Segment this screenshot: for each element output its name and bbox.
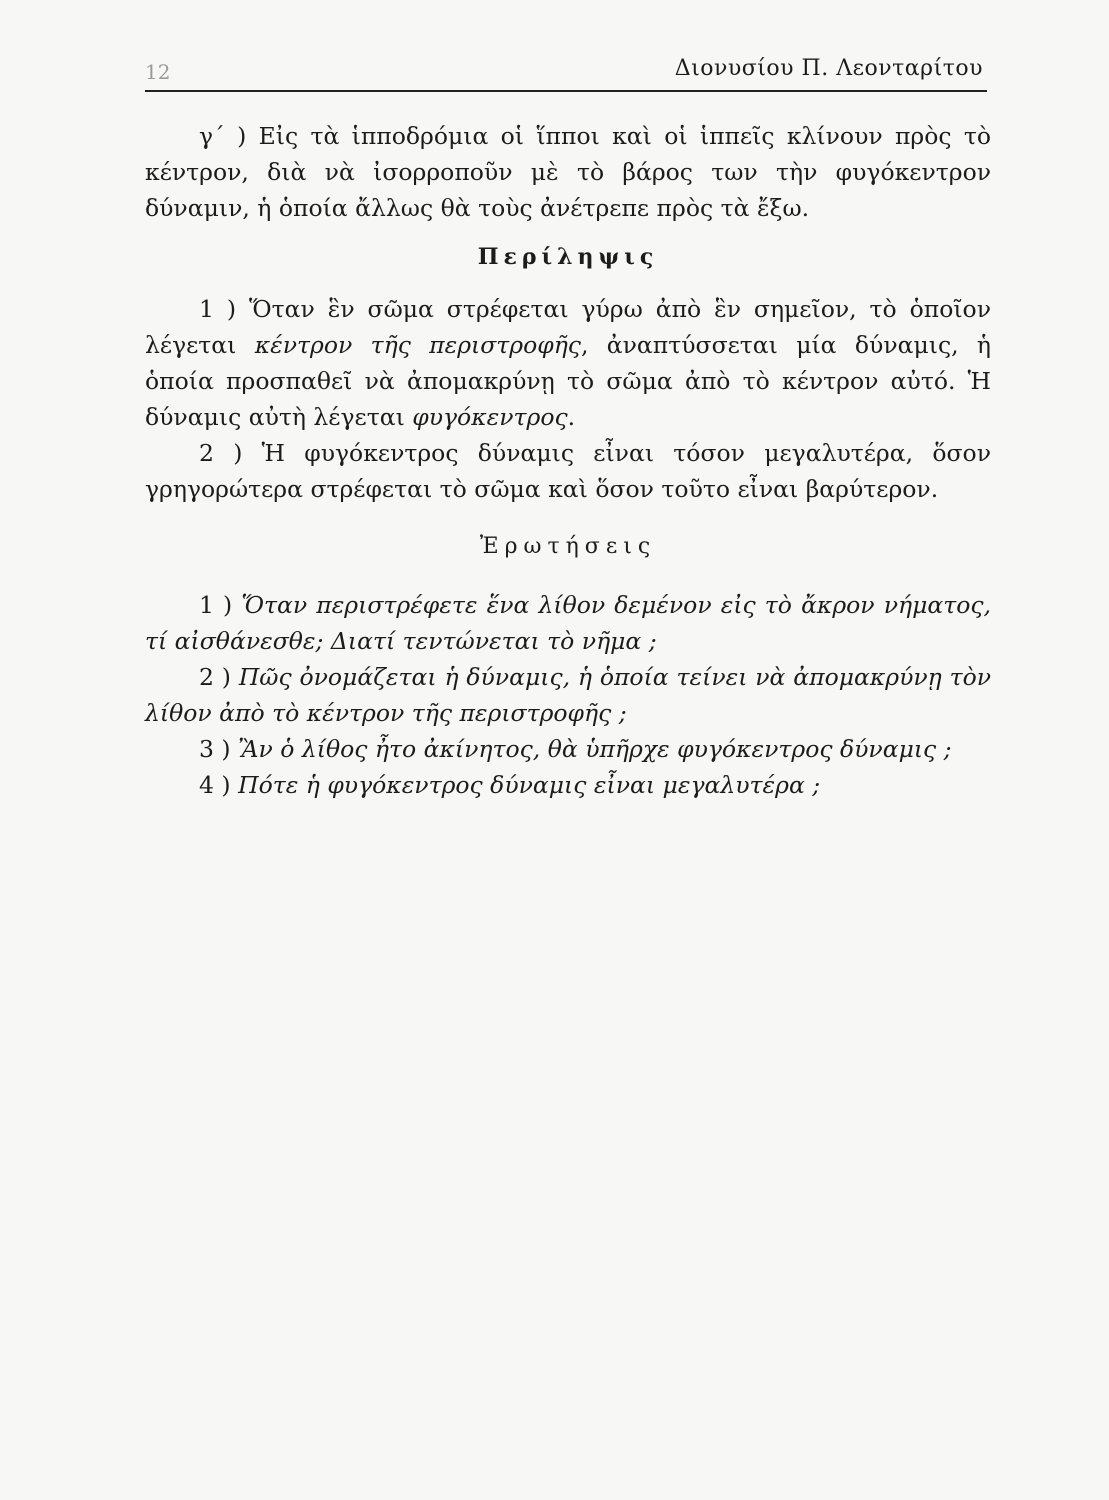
questions-heading: Ἐρωτήσεις bbox=[479, 534, 657, 559]
summary-1-term-2: φυγόκεντρος bbox=[412, 403, 568, 431]
page-number: 12 bbox=[145, 60, 171, 84]
question-item-1 bbox=[145, 587, 991, 659]
summary-heading: Περίληψις bbox=[477, 244, 659, 270]
question-item-2 bbox=[145, 659, 991, 731]
paragraph-gamma: γ΄ ) Εἰς τὰ ἱπποδρόμια οἱ ἵπποι καὶ οἱ ἱππεῖς κλίνουν πρὸς τὸ κέντρον, διὰ νὰ ἰσορροποῦν μὲ τὸ βάρος των τὴν φυγόκεντρον δύναμιν, ἡ ὁποία ἄλλως θὰ τοὺς ἀνέτρεπε πρὸς τὰ ἔξω. bbox=[145, 122, 991, 222]
question-item-3 bbox=[145, 731, 991, 767]
question-number: 2 ) bbox=[199, 663, 231, 691]
question-number: 4 ) bbox=[199, 771, 231, 799]
body-text bbox=[145, 118, 991, 803]
question-text: Πῶς ὀνομάζεται ἡ δύναμις, ἡ ὁποία τείνει νὰ ἀπομακρύνῃ τὸν λίθον ἀπὸ τὸ κέντρον τῆς περιστροφῆς ; bbox=[145, 663, 991, 727]
question-text: Ὅταν περιστρέφετε ἕνα λίθον δεμένον εἰς τὸ ἄκρον νήματος, τί αἰσθάνεσθε; Διατί τεντώνεται τὸ νῆμα ; bbox=[145, 591, 991, 655]
summary-1-text-b: , ἀναπτύσσεται μία δύναμις, ἡ ὁποία προσπαθεῖ νὰ ἀπομακρύνῃ τὸ σῶμα ἀπὸ τὸ κέντρον αὐτό. Ἡ δύναμις αὐτὴ λέγεται bbox=[145, 331, 992, 431]
summary-1-text-c: . bbox=[567, 403, 576, 431]
summary-item-2: 2 ) Ἡ φυγόκεντρος δύναμις εἶναι τόσον μεγαλυτέρα, ὅσον γρηγορώτερα στρέφεται τὸ σῶμα καὶ ὅσον τοῦτο εἶναι βαρύτερον. bbox=[145, 439, 991, 503]
summary-item-1 bbox=[145, 291, 991, 435]
question-item-4 bbox=[145, 767, 991, 803]
question-text: Ἂν ὁ λίθος ἦτο ἀκίνητος, θὰ ὑπῆρχε φυγόκεντρος δύναμις ; bbox=[238, 735, 952, 763]
question-number: 3 ) bbox=[199, 735, 231, 763]
question-number: 1 ) bbox=[199, 591, 233, 619]
page-header bbox=[145, 50, 987, 92]
question-text: Πότε ἡ φυγόκεντρος δύναμις εἶναι μεγαλυτέρα ; bbox=[238, 771, 821, 799]
running-head: Διονυσίου Π. Λεονταρίτου bbox=[674, 56, 983, 81]
summary-1-term: κέντρον τῆς περιστροφῆς bbox=[254, 331, 581, 359]
summary-1-text-a: 1 ) Ὅταν ἓν σῶμα στρέφεται γύρω ἀπὸ ἓν σημεῖον, τὸ ὁποῖον λέγεται bbox=[145, 295, 991, 359]
